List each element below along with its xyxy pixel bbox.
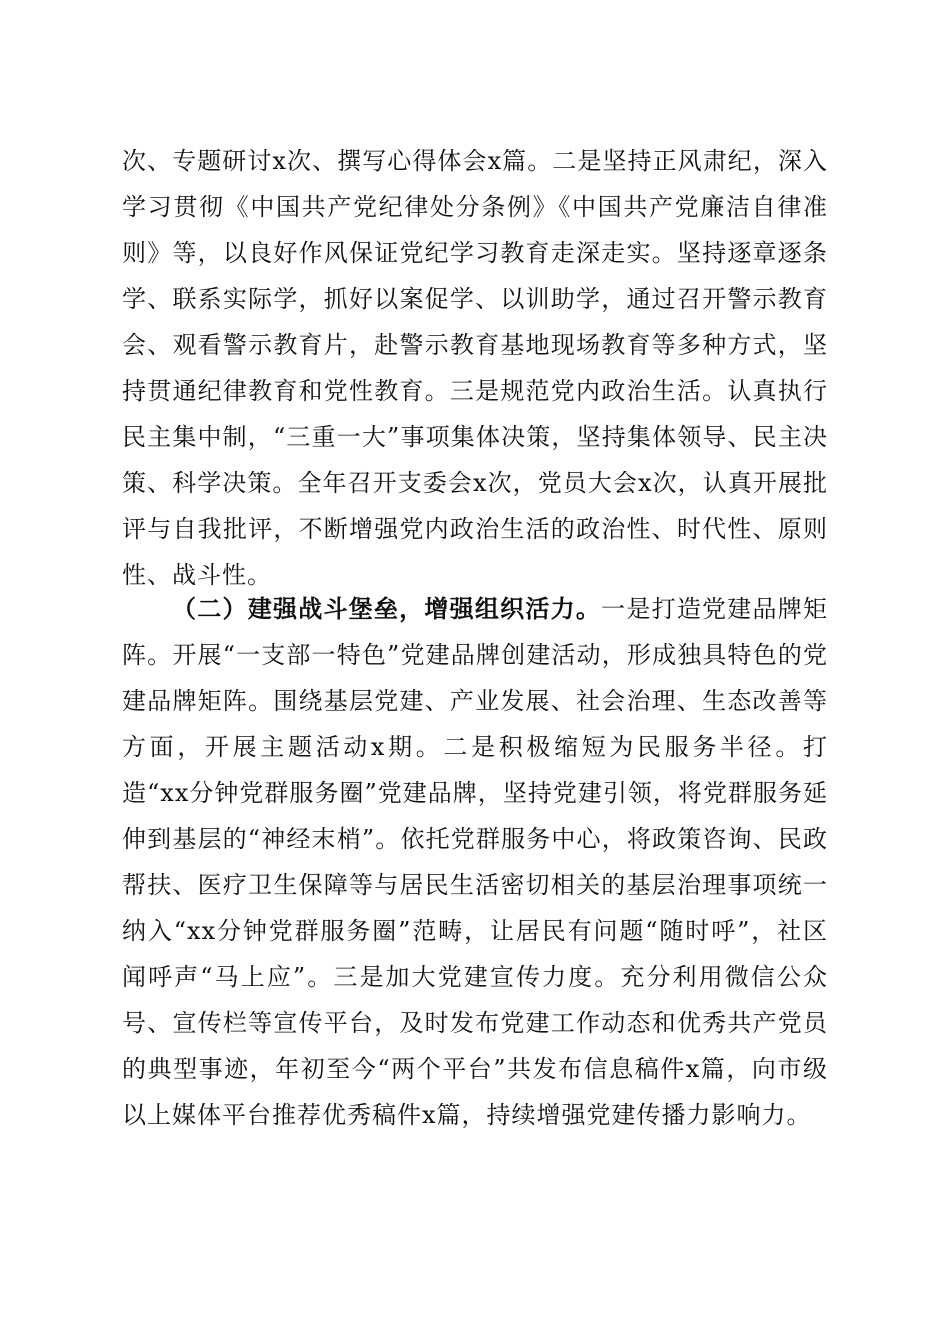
- paragraph-section-two: [122, 586, 828, 1138]
- section-two-body: 一是打造党建品牌矩阵。开展“一支部一特色”党建品牌创建活动，形成独具特色的党建品牌矩阵。围绕基层党建、产业发展、社会治理、生态改善等方面，开展主题活动x期。二是积极缩短为民服务半径。打造“xx分钟党群服务圈”党建品牌，坚持党建引领，将党群服务延伸到基层的“神经末梢”。依托党群服务中心，将政策咨询、民政帮扶、医疗卫生保障等与居民生活密切相关的基层治理事项统一纳入“xx分钟党群服务圈”范畴，让居民有问题“随时呼”，社区闻呼声“马上应”。三是加大党建宣传力度。充分利用微信公众号、宣传栏等宣传平台，及时发布党建工作动态和优秀共产党员的典型事迹，年初至今“两个平台”共发布信息稿件x篇，向市级以上媒体平台推荐优秀稿件x篇，持续增强党建传播力影响力。: [122, 595, 829, 1129]
- paragraph-continuation: 次、专题研讨x次、撰写心得体会x篇。二是坚持正风肃纪，深入学习贯彻《中国共产党纪律处分条例》《中国共产党廉洁自律准则》等，以良好作风保证党纪学习教育走深走实。坚持逐章逐条学、联系实际学，抓好以案促学、以训助学，通过召开警示教育会、观看警示教育片，赴警示教育基地现场教育等多种方式，坚持贯通纪律教育和党性教育。三是规范党内政治生活。认真执行民主集中制，“三重一大”事项集体决策，坚持集体领导、民主决策、科学决策。全年召开支委会x次，党员大会x次，认真开展批评与自我批评，不断增强党内政治生活的政治性、时代性、原则性、战斗性。: [122, 147, 828, 589]
- section-two-heading: （二）建强战斗堡垒，增强组织活力。: [172, 594, 602, 623]
